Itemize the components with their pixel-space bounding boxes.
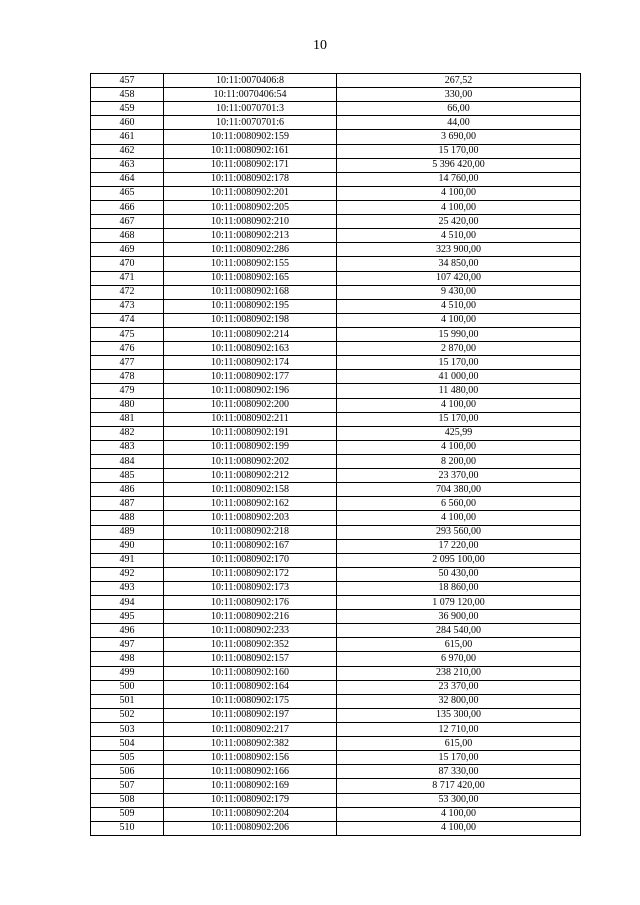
- value-cell: 6 560,00: [337, 497, 581, 511]
- row-number-cell: 491: [91, 553, 164, 567]
- value-cell: 14 760,00: [337, 172, 581, 186]
- value-cell: 615,00: [337, 737, 581, 751]
- value-cell: 323 900,00: [337, 243, 581, 257]
- table-row: [91, 313, 581, 327]
- table-row: [91, 610, 581, 624]
- cadastral-number-cell: 10:11:0080902:197: [164, 708, 337, 722]
- value-cell: 8 200,00: [337, 454, 581, 468]
- cadastral-number-cell: 10:11:0080902:202: [164, 454, 337, 468]
- cadastral-number-cell: 10:11:0080902:218: [164, 525, 337, 539]
- table-row: [91, 454, 581, 468]
- value-cell: 12 710,00: [337, 723, 581, 737]
- row-number-cell: 499: [91, 666, 164, 680]
- cadastral-number-cell: 10:11:0080902:212: [164, 469, 337, 483]
- row-number-cell: 472: [91, 285, 164, 299]
- table-row: [91, 229, 581, 243]
- table-row: [91, 356, 581, 370]
- table-row: [91, 88, 581, 102]
- cadastral-number-cell: 10:11:0080902:167: [164, 539, 337, 553]
- value-cell: 32 800,00: [337, 694, 581, 708]
- cadastral-number-cell: 10:11:0080902:166: [164, 765, 337, 779]
- row-number-cell: 469: [91, 243, 164, 257]
- row-number-cell: 457: [91, 74, 164, 88]
- table-row: [91, 737, 581, 751]
- row-number-cell: 485: [91, 469, 164, 483]
- row-number-cell: 503: [91, 723, 164, 737]
- value-cell: 284 540,00: [337, 624, 581, 638]
- row-number-cell: 486: [91, 483, 164, 497]
- cadastral-number-cell: 10:11:0070406:54: [164, 88, 337, 102]
- row-number-cell: 510: [91, 821, 164, 835]
- cadastral-number-cell: 10:11:0080902:161: [164, 144, 337, 158]
- cadastral-number-cell: 10:11:0080902:217: [164, 723, 337, 737]
- table-row: [91, 652, 581, 666]
- value-cell: 6 970,00: [337, 652, 581, 666]
- table-row: [91, 342, 581, 356]
- cadastral-number-cell: 10:11:0080902:179: [164, 793, 337, 807]
- table-row: [91, 624, 581, 638]
- value-cell: 9 430,00: [337, 285, 581, 299]
- row-number-cell: 489: [91, 525, 164, 539]
- row-number-cell: 500: [91, 680, 164, 694]
- table-row: [91, 426, 581, 440]
- value-cell: 5 396 420,00: [337, 158, 581, 172]
- value-cell: 4 100,00: [337, 821, 581, 835]
- row-number-cell: 506: [91, 765, 164, 779]
- table-row: [91, 327, 581, 341]
- value-cell: 107 420,00: [337, 271, 581, 285]
- table-row: [91, 469, 581, 483]
- table-row: [91, 215, 581, 229]
- row-number-cell: 492: [91, 567, 164, 581]
- table-row: [91, 172, 581, 186]
- cadastral-number-cell: 10:11:0080902:158: [164, 483, 337, 497]
- value-cell: 2 095 100,00: [337, 553, 581, 567]
- cadastral-number-cell: 10:11:0080902:164: [164, 680, 337, 694]
- cadastral-number-cell: 10:11:0080902:155: [164, 257, 337, 271]
- value-cell: 23 370,00: [337, 469, 581, 483]
- cadastral-number-cell: 10:11:0080902:214: [164, 327, 337, 341]
- value-cell: 4 100,00: [337, 807, 581, 821]
- row-number-cell: 494: [91, 596, 164, 610]
- cadastral-number-cell: 10:11:0080902:168: [164, 285, 337, 299]
- value-cell: 2 870,00: [337, 342, 581, 356]
- cadastral-number-cell: 10:11:0080902:210: [164, 215, 337, 229]
- value-cell: 704 380,00: [337, 483, 581, 497]
- cadastral-number-cell: 10:11:0080902:200: [164, 398, 337, 412]
- row-number-cell: 509: [91, 807, 164, 821]
- value-cell: 87 330,00: [337, 765, 581, 779]
- cadastral-number-cell: 10:11:0070701:3: [164, 102, 337, 116]
- value-cell: 15 170,00: [337, 356, 581, 370]
- cadastral-number-cell: 10:11:0080902:174: [164, 356, 337, 370]
- cadastral-number-cell: 10:11:0080902:352: [164, 638, 337, 652]
- row-number-cell: 482: [91, 426, 164, 440]
- table-row: [91, 638, 581, 652]
- row-number-cell: 507: [91, 779, 164, 793]
- row-number-cell: 502: [91, 708, 164, 722]
- value-cell: 4 510,00: [337, 299, 581, 313]
- table-row: [91, 483, 581, 497]
- row-number-cell: 464: [91, 172, 164, 186]
- row-number-cell: 471: [91, 271, 164, 285]
- value-cell: 34 850,00: [337, 257, 581, 271]
- cadastral-number-cell: 10:11:0080902:160: [164, 666, 337, 680]
- table-row: [91, 539, 581, 553]
- cadastral-number-cell: 10:11:0080902:213: [164, 229, 337, 243]
- row-number-cell: 473: [91, 299, 164, 313]
- cadastral-number-cell: 10:11:0080902:176: [164, 596, 337, 610]
- row-number-cell: 505: [91, 751, 164, 765]
- value-cell: 66,00: [337, 102, 581, 116]
- cadastral-number-cell: 10:11:0080902:156: [164, 751, 337, 765]
- value-cell: 11 480,00: [337, 384, 581, 398]
- table-row: [91, 440, 581, 454]
- cadastral-number-cell: 10:11:0080902:205: [164, 200, 337, 214]
- table-row: [91, 158, 581, 172]
- table-row: [91, 257, 581, 271]
- table-row: [91, 412, 581, 426]
- cadastral-number-cell: 10:11:0080902:382: [164, 737, 337, 751]
- cadastral-number-cell: 10:11:0080902:211: [164, 412, 337, 426]
- value-cell: 15 170,00: [337, 751, 581, 765]
- row-number-cell: 480: [91, 398, 164, 412]
- value-cell: 330,00: [337, 88, 581, 102]
- table-row: [91, 271, 581, 285]
- cadastral-number-cell: 10:11:0080902:286: [164, 243, 337, 257]
- cadastral-number-cell: 10:11:0080902:191: [164, 426, 337, 440]
- table-row: [91, 666, 581, 680]
- value-cell: 293 560,00: [337, 525, 581, 539]
- table-row: [91, 596, 581, 610]
- table-row: [91, 186, 581, 200]
- cadastral-number-cell: 10:11:0080902:206: [164, 821, 337, 835]
- value-cell: 425,99: [337, 426, 581, 440]
- row-number-cell: 484: [91, 454, 164, 468]
- table-row: [91, 708, 581, 722]
- value-cell: 15 170,00: [337, 412, 581, 426]
- row-number-cell: 459: [91, 102, 164, 116]
- table-row: [91, 779, 581, 793]
- row-number-cell: 483: [91, 440, 164, 454]
- value-cell: 44,00: [337, 116, 581, 130]
- row-number-cell: 475: [91, 327, 164, 341]
- value-cell: 4 100,00: [337, 398, 581, 412]
- cadastral-number-cell: 10:11:0080902:175: [164, 694, 337, 708]
- row-number-cell: 463: [91, 158, 164, 172]
- table-body: [91, 74, 581, 836]
- cadastral-value-table: [90, 73, 581, 836]
- row-number-cell: 466: [91, 200, 164, 214]
- cadastral-number-cell: 10:11:0080902:216: [164, 610, 337, 624]
- table-row: [91, 200, 581, 214]
- row-number-cell: 478: [91, 370, 164, 384]
- value-cell: 4 100,00: [337, 200, 581, 214]
- value-cell: 50 430,00: [337, 567, 581, 581]
- table-row: [91, 130, 581, 144]
- row-number-cell: 477: [91, 356, 164, 370]
- row-number-cell: 487: [91, 497, 164, 511]
- value-cell: 4 510,00: [337, 229, 581, 243]
- value-cell: 53 300,00: [337, 793, 581, 807]
- page-number: 10: [313, 38, 327, 53]
- value-cell: 8 717 420,00: [337, 779, 581, 793]
- row-number-cell: 468: [91, 229, 164, 243]
- table-row: [91, 285, 581, 299]
- row-number-cell: 497: [91, 638, 164, 652]
- table-row: [91, 511, 581, 525]
- cadastral-number-cell: 10:11:0080902:195: [164, 299, 337, 313]
- cadastral-number-cell: 10:11:0080902:199: [164, 440, 337, 454]
- row-number-cell: 493: [91, 581, 164, 595]
- cadastral-number-cell: 10:11:0080902:233: [164, 624, 337, 638]
- table-row: [91, 299, 581, 313]
- value-cell: 41 000,00: [337, 370, 581, 384]
- cadastral-number-cell: 10:11:0080902:204: [164, 807, 337, 821]
- row-number-cell: 476: [91, 342, 164, 356]
- value-cell: 15 170,00: [337, 144, 581, 158]
- value-cell: 25 420,00: [337, 215, 581, 229]
- cadastral-number-cell: 10:11:0080902:172: [164, 567, 337, 581]
- table-row: [91, 525, 581, 539]
- row-number-cell: 479: [91, 384, 164, 398]
- value-cell: 17 220,00: [337, 539, 581, 553]
- cadastral-number-cell: 10:11:0070701:6: [164, 116, 337, 130]
- value-cell: 4 100,00: [337, 186, 581, 200]
- value-cell: 267,52: [337, 74, 581, 88]
- cadastral-number-cell: 10:11:0080902:165: [164, 271, 337, 285]
- cadastral-number-cell: 10:11:0080902:203: [164, 511, 337, 525]
- row-number-cell: 488: [91, 511, 164, 525]
- table-row: [91, 694, 581, 708]
- row-number-cell: 458: [91, 88, 164, 102]
- row-number-cell: 498: [91, 652, 164, 666]
- row-number-cell: 470: [91, 257, 164, 271]
- table-row: [91, 102, 581, 116]
- cadastral-number-cell: 10:11:0080902:169: [164, 779, 337, 793]
- table-row: [91, 680, 581, 694]
- value-cell: 135 300,00: [337, 708, 581, 722]
- table-row: [91, 765, 581, 779]
- cadastral-number-cell: 10:11:0070406:8: [164, 74, 337, 88]
- table-row: [91, 144, 581, 158]
- table-row: [91, 116, 581, 130]
- table-row: [91, 581, 581, 595]
- value-cell: 1 079 120,00: [337, 596, 581, 610]
- table-row: [91, 807, 581, 821]
- row-number-cell: 504: [91, 737, 164, 751]
- row-number-cell: 465: [91, 186, 164, 200]
- cadastral-number-cell: 10:11:0080902:170: [164, 553, 337, 567]
- row-number-cell: 496: [91, 624, 164, 638]
- value-cell: 4 100,00: [337, 440, 581, 454]
- row-number-cell: 501: [91, 694, 164, 708]
- cadastral-number-cell: 10:11:0080902:171: [164, 158, 337, 172]
- value-cell: 15 990,00: [337, 327, 581, 341]
- table-row: [91, 553, 581, 567]
- table-row: [91, 384, 581, 398]
- value-cell: 238 210,00: [337, 666, 581, 680]
- row-number-cell: 490: [91, 539, 164, 553]
- table-row: [91, 723, 581, 737]
- cadastral-number-cell: 10:11:0080902:196: [164, 384, 337, 398]
- table-row: [91, 751, 581, 765]
- row-number-cell: 495: [91, 610, 164, 624]
- cadastral-number-cell: 10:11:0080902:163: [164, 342, 337, 356]
- cadastral-number-cell: 10:11:0080902:198: [164, 313, 337, 327]
- table-row: [91, 497, 581, 511]
- value-cell: 3 690,00: [337, 130, 581, 144]
- table-row: [91, 821, 581, 835]
- cadastral-number-cell: 10:11:0080902:157: [164, 652, 337, 666]
- cadastral-number-cell: 10:11:0080902:159: [164, 130, 337, 144]
- value-cell: 36 900,00: [337, 610, 581, 624]
- cadastral-number-cell: 10:11:0080902:177: [164, 370, 337, 384]
- table-row: [91, 370, 581, 384]
- table-row: [91, 398, 581, 412]
- row-number-cell: 467: [91, 215, 164, 229]
- table-row: [91, 793, 581, 807]
- row-number-cell: 481: [91, 412, 164, 426]
- value-cell: 23 370,00: [337, 680, 581, 694]
- table-row: [91, 567, 581, 581]
- value-cell: 615,00: [337, 638, 581, 652]
- row-number-cell: 462: [91, 144, 164, 158]
- cadastral-number-cell: 10:11:0080902:201: [164, 186, 337, 200]
- row-number-cell: 508: [91, 793, 164, 807]
- value-cell: 4 100,00: [337, 511, 581, 525]
- cadastral-number-cell: 10:11:0080902:162: [164, 497, 337, 511]
- value-cell: 4 100,00: [337, 313, 581, 327]
- cadastral-number-cell: 10:11:0080902:178: [164, 172, 337, 186]
- row-number-cell: 461: [91, 130, 164, 144]
- cadastral-number-cell: 10:11:0080902:173: [164, 581, 337, 595]
- table-row: [91, 74, 581, 88]
- row-number-cell: 474: [91, 313, 164, 327]
- value-cell: 18 860,00: [337, 581, 581, 595]
- table-row: [91, 243, 581, 257]
- row-number-cell: 460: [91, 116, 164, 130]
